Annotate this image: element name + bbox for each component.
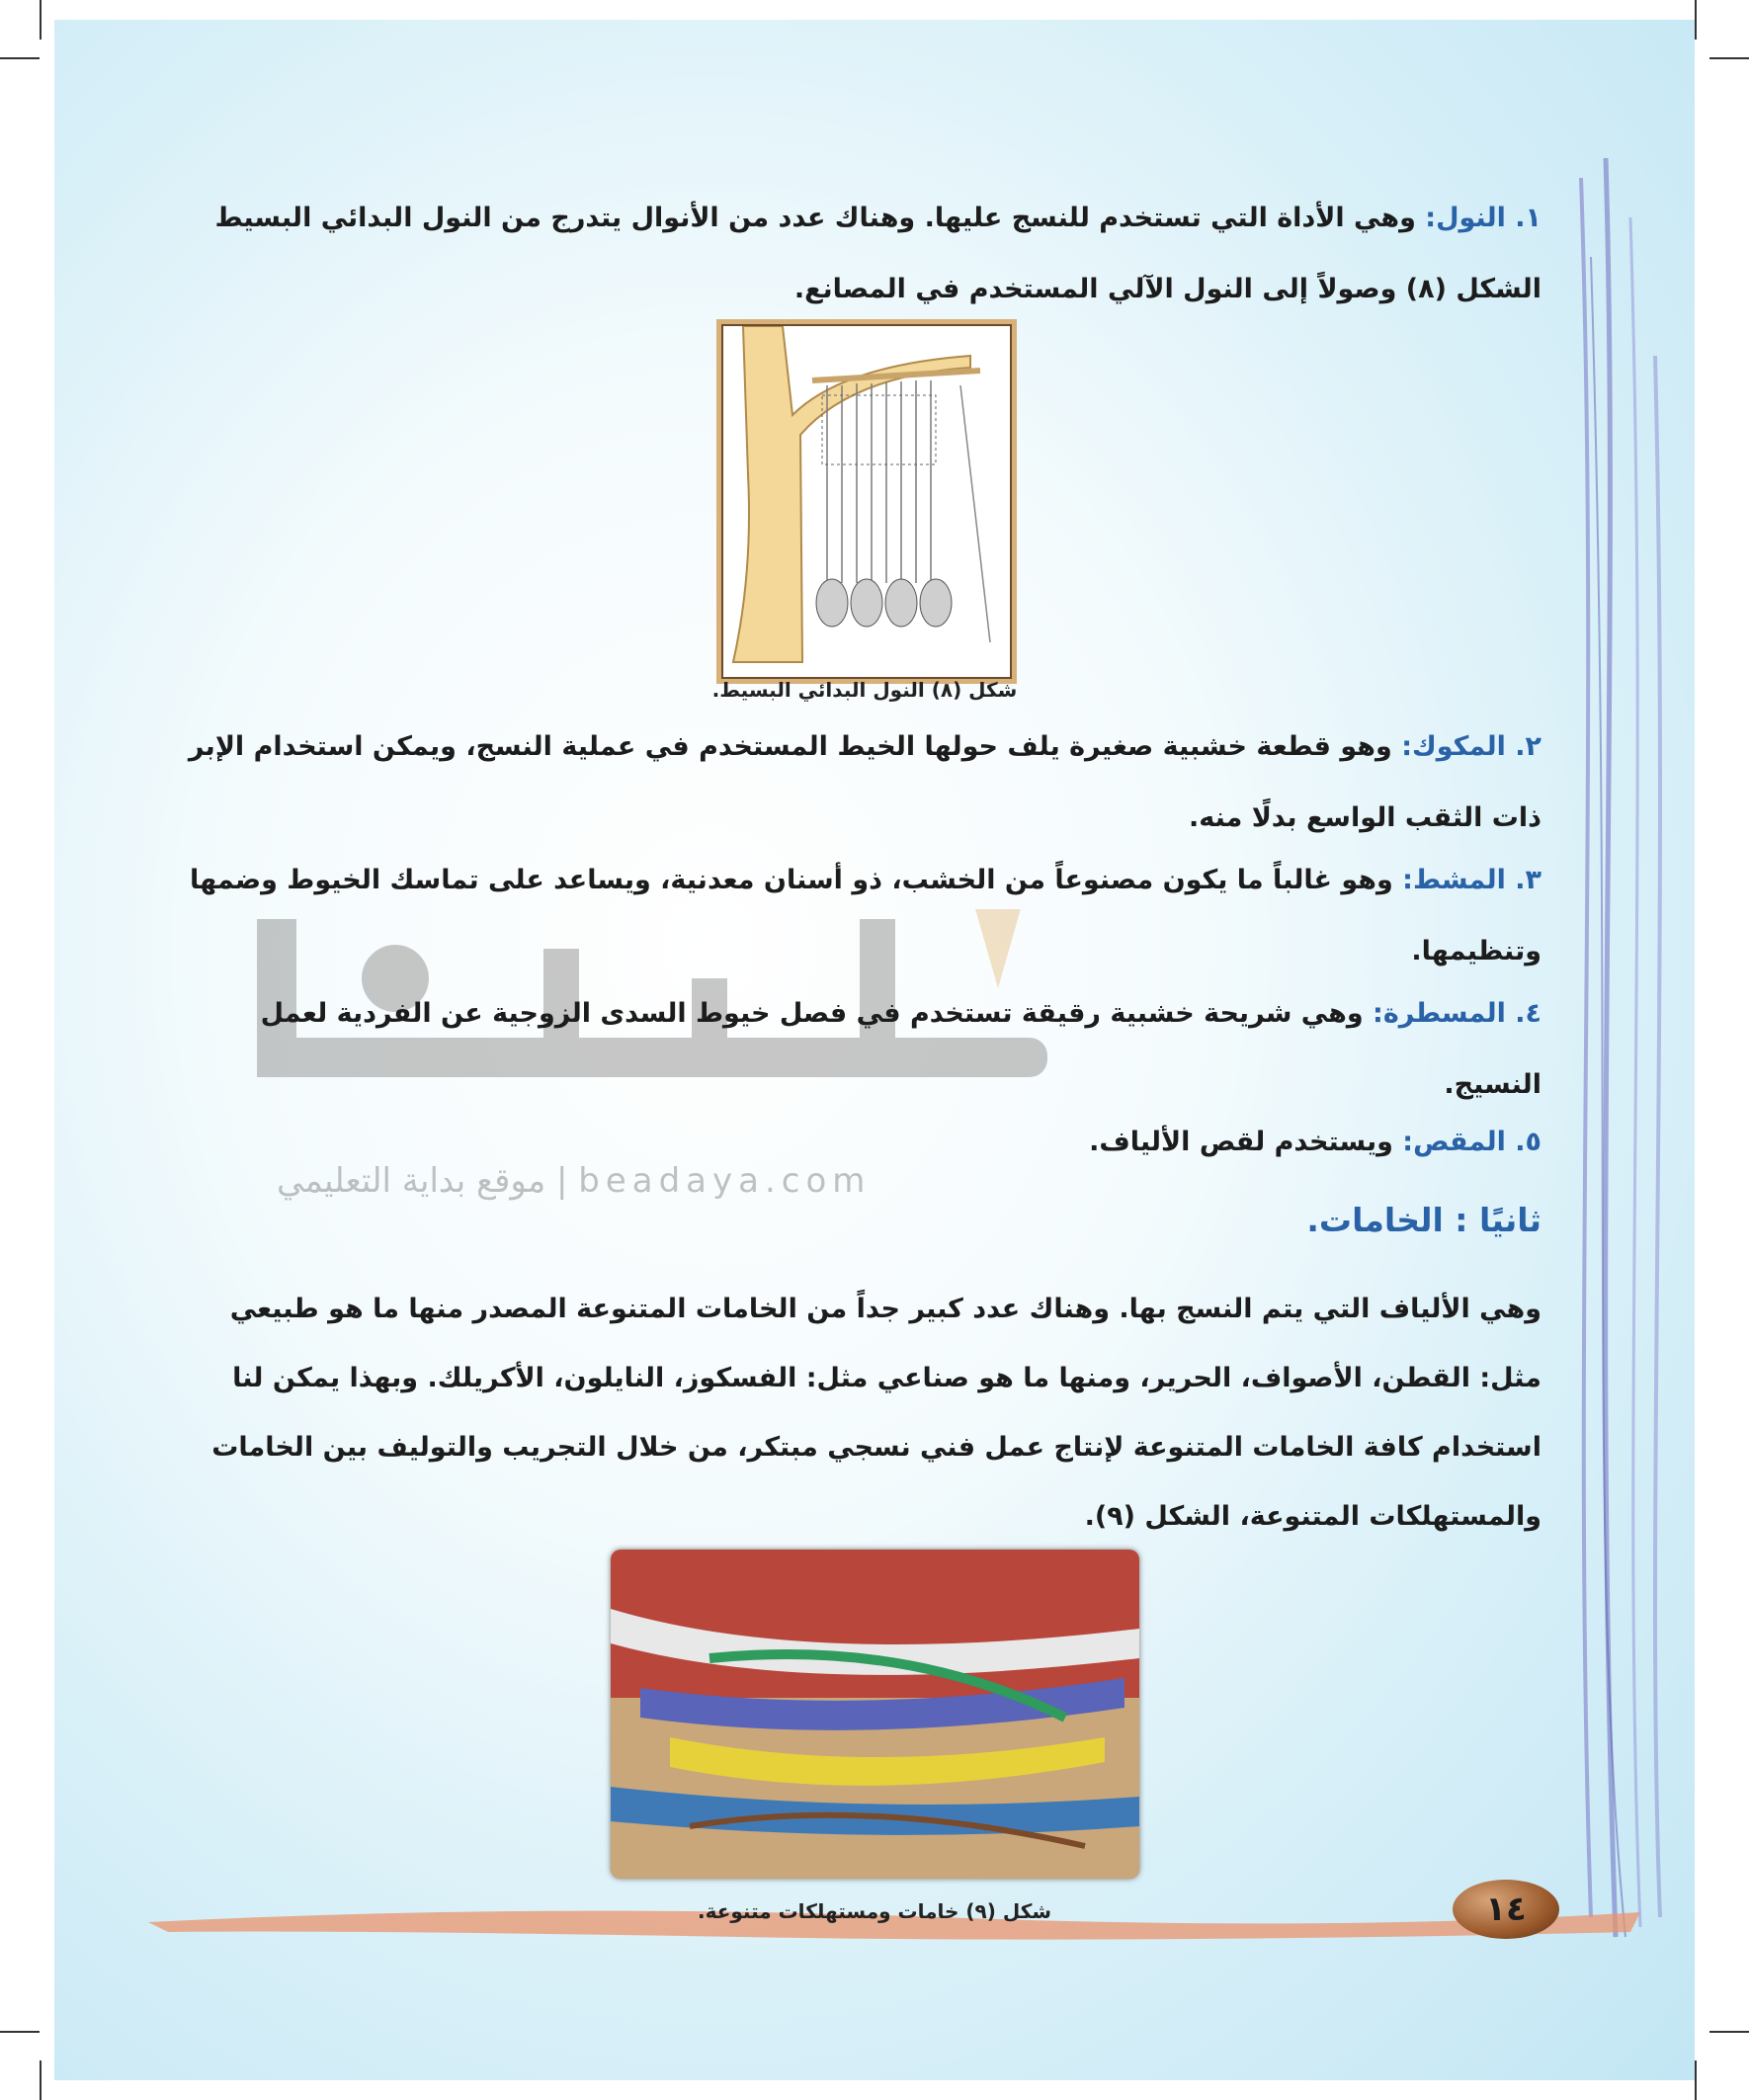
crop-mark bbox=[1695, 0, 1697, 40]
term-ruler: ٤. المسطرة: bbox=[1373, 998, 1541, 1029]
paragraph-ruler bbox=[178, 978, 1541, 1121]
text-shuttle: وهو قطعة خشبية صغيرة يلف حولها الخيط المستخدم في عملية النسج، ويمكن استخدام الإبر ذات الثقب الواسع بدلًا منه. bbox=[188, 731, 1541, 833]
crop-mark bbox=[0, 57, 40, 59]
term-comb: ٣. المشط: bbox=[1402, 865, 1541, 895]
decorative-strokes bbox=[1561, 158, 1680, 1957]
crop-mark bbox=[1709, 57, 1749, 59]
figure-materials-caption: شكل (٩) خامات ومستهلكات متنوعة. bbox=[697, 1899, 1051, 1923]
paragraph-loom bbox=[178, 183, 1541, 325]
term-scissors: ٥. المقص: bbox=[1402, 1127, 1541, 1157]
paragraph-shuttle bbox=[178, 712, 1541, 854]
text-comb: وهو غالباً ما يكون مصنوعاً من الخشب، ذو أسنان معدنية، ويساعد على تماسك الخيوط وضمها وتنظيمها. bbox=[189, 865, 1541, 966]
section-heading-materials: ثانيًا : الخامات. bbox=[1306, 1201, 1541, 1239]
figure-loom-caption: شكل (٨) النول البدائي البسيط. bbox=[711, 678, 1018, 702]
crop-mark bbox=[0, 2031, 40, 2033]
watermark-text: موقع بداية التعليمي | beadaya.com bbox=[277, 1161, 872, 1201]
page-number: ١٤ bbox=[1453, 1880, 1559, 1939]
text-loom: وهي الأداة التي تستخدم للنسج عليها. وهناك عدد من الأنوال يتدرج من النول البدائي البسيط الشكل (٨) وصولاً إلى النول الآلي المستخدم في المصانع. bbox=[214, 203, 1541, 304]
term-loom: ١. النول: bbox=[1425, 203, 1541, 233]
paragraph-materials: وهي الألياف التي يتم النسج بها. وهناك عدد كبير جداً من الخامات المتنوعة المصدر منها ما هو طبيعي مثل: القطن، الأصواف، الحرير، ومنها ما هو صناعي مثل: الفسكوز، النايلون، الأكريلك. وبهذا يمكن لنا استخدام كافة الخامات المتنوعة لإنتاج عمل فني نسجي مبتكر، من خلال التجريب والتوليف بين الخامات والمستهلكات المتنوعة، الشكل (٩). bbox=[211, 1294, 1541, 1532]
text-ruler: وهي شريحة خشبية رقيقة تستخدم في فصل خيوط السدى الزوجية عن الفردية لعمل النسيج. bbox=[260, 998, 1541, 1100]
figure-loom-image bbox=[721, 324, 1012, 679]
crop-mark bbox=[40, 0, 42, 40]
crop-mark bbox=[40, 2060, 42, 2100]
paragraph-scissors bbox=[178, 1107, 1541, 1178]
crop-mark bbox=[1695, 2060, 1697, 2100]
crop-mark bbox=[1709, 2031, 1749, 2033]
term-shuttle: ٢. المكوك: bbox=[1401, 731, 1541, 762]
text-scissors: ويستخدم لقص الألياف. bbox=[1089, 1127, 1403, 1157]
paragraph-comb bbox=[178, 845, 1541, 987]
figure-materials-image bbox=[611, 1550, 1139, 1879]
